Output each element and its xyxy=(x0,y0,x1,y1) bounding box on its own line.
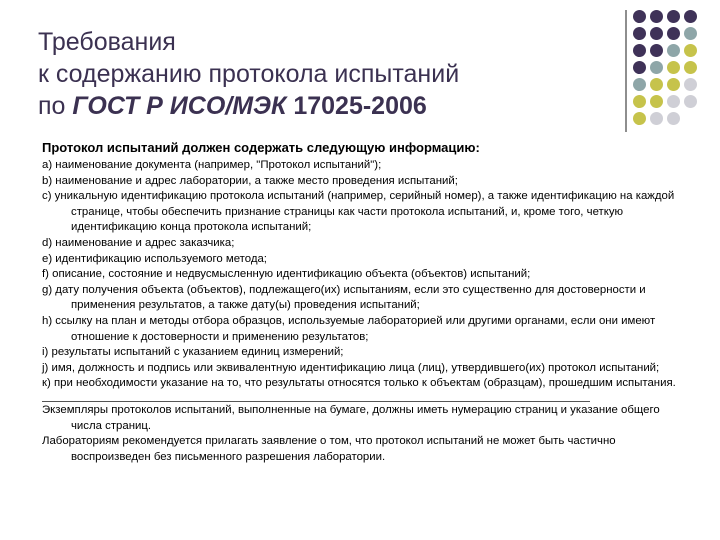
title-line-3-prefix: по xyxy=(38,92,73,120)
decorative-dot xyxy=(667,112,680,125)
decorative-dot xyxy=(684,95,697,108)
decorative-dot-grid xyxy=(632,10,716,130)
separator-rule xyxy=(42,401,590,402)
decorative-dot xyxy=(633,27,646,40)
list-item-g: g) дату получения объекта (объектов), подлежащего(их) испытаниям, если это существенно для достоверности и применения результатов, а также дату(ы) проведения испытаний; xyxy=(42,283,646,312)
slide-body xyxy=(42,139,682,465)
title-gost: ГОСТ Р ИСО/МЭК xyxy=(72,92,287,120)
list-item-a: a) наименование документа (например, "Протокол испытаний"); xyxy=(42,159,382,171)
list-item-j: j) имя, должность и подпись или эквивалентную идентификацию лица (лиц), утвердившего(их) протокол испытаний; xyxy=(42,361,660,374)
decorative-dot xyxy=(667,27,680,40)
decorative-dot xyxy=(650,95,663,108)
decorative-dot xyxy=(633,10,646,23)
list-item-e: e) идентификацию используемого метода; xyxy=(42,252,267,265)
list-item-i: i) результаты испытаний с указанием единиц измерений; xyxy=(42,346,344,359)
title-year: 17025-2006 xyxy=(286,92,427,120)
decorative-dot xyxy=(650,10,663,23)
note-page-numbering: Экземпляры протоколов испытаний, выполненные на бумаге, должны иметь нумерацию страниц и указание общего числа страниц. xyxy=(42,403,660,432)
decorative-dot xyxy=(633,112,646,125)
decorative-dot xyxy=(667,44,680,57)
decorative-dot xyxy=(633,61,646,74)
title-line-2: к содержанию протокола испытаний xyxy=(38,60,460,88)
decorative-dot xyxy=(633,95,646,108)
decorative-dot xyxy=(667,61,680,74)
list-item-d: d) наименование и адрес заказчика; xyxy=(42,236,235,249)
decorative-dot xyxy=(633,78,646,91)
decorative-dot xyxy=(667,78,680,91)
body-heading: Протокол испытаний должен содержать следующую информацию: xyxy=(42,140,480,155)
decorative-dot xyxy=(684,27,697,40)
divider-line xyxy=(625,10,627,132)
list-item-f: f) описание, состояние и недвусмысленную идентификацию объекта (объектов) испытаний; xyxy=(42,268,531,281)
decorative-dot xyxy=(650,61,663,74)
title-line-3 xyxy=(38,90,598,122)
title-line-1: Требования xyxy=(38,28,176,56)
list-item-c: c) уникальную идентификацию протокола испытаний (например, серийный номер), а также идентификацию на каждой странице, чтобы обеспечить признание страницы как части протокола испытаний, и, кроме того, четкую идентификацию конца протокола испытаний; xyxy=(42,190,675,234)
slide-title xyxy=(38,26,598,122)
decorative-dot xyxy=(684,78,697,91)
decorative-dot xyxy=(650,44,663,57)
decorative-dot xyxy=(650,27,663,40)
decorative-dot xyxy=(684,10,697,23)
decorative-dot xyxy=(667,95,680,108)
list-item-h: h) ссылку на план и методы отбора образцов, используемые лабораторией или другими органами, если они имеют отношение к достоверности и применению результатов; xyxy=(42,314,656,343)
list-item-b: b) наименование и адрес лаборатории, а также место проведения испытаний; xyxy=(42,174,458,187)
decorative-dot xyxy=(633,44,646,57)
decorative-dot xyxy=(667,10,680,23)
decorative-dot xyxy=(650,78,663,91)
decorative-dot xyxy=(684,44,697,57)
decorative-dot xyxy=(684,61,697,74)
decorative-dot xyxy=(650,112,663,125)
note-reproduction: Лабораториям рекомендуется прилагать заявление о том, что протокол испытаний не может быть частично воспроизведен без письменного разрешения лаборатории. xyxy=(42,435,616,463)
list-item-k: к) при необходимости указание на то, что результаты относятся только к объектам (образцам), прошедшим испытания. xyxy=(42,377,676,390)
